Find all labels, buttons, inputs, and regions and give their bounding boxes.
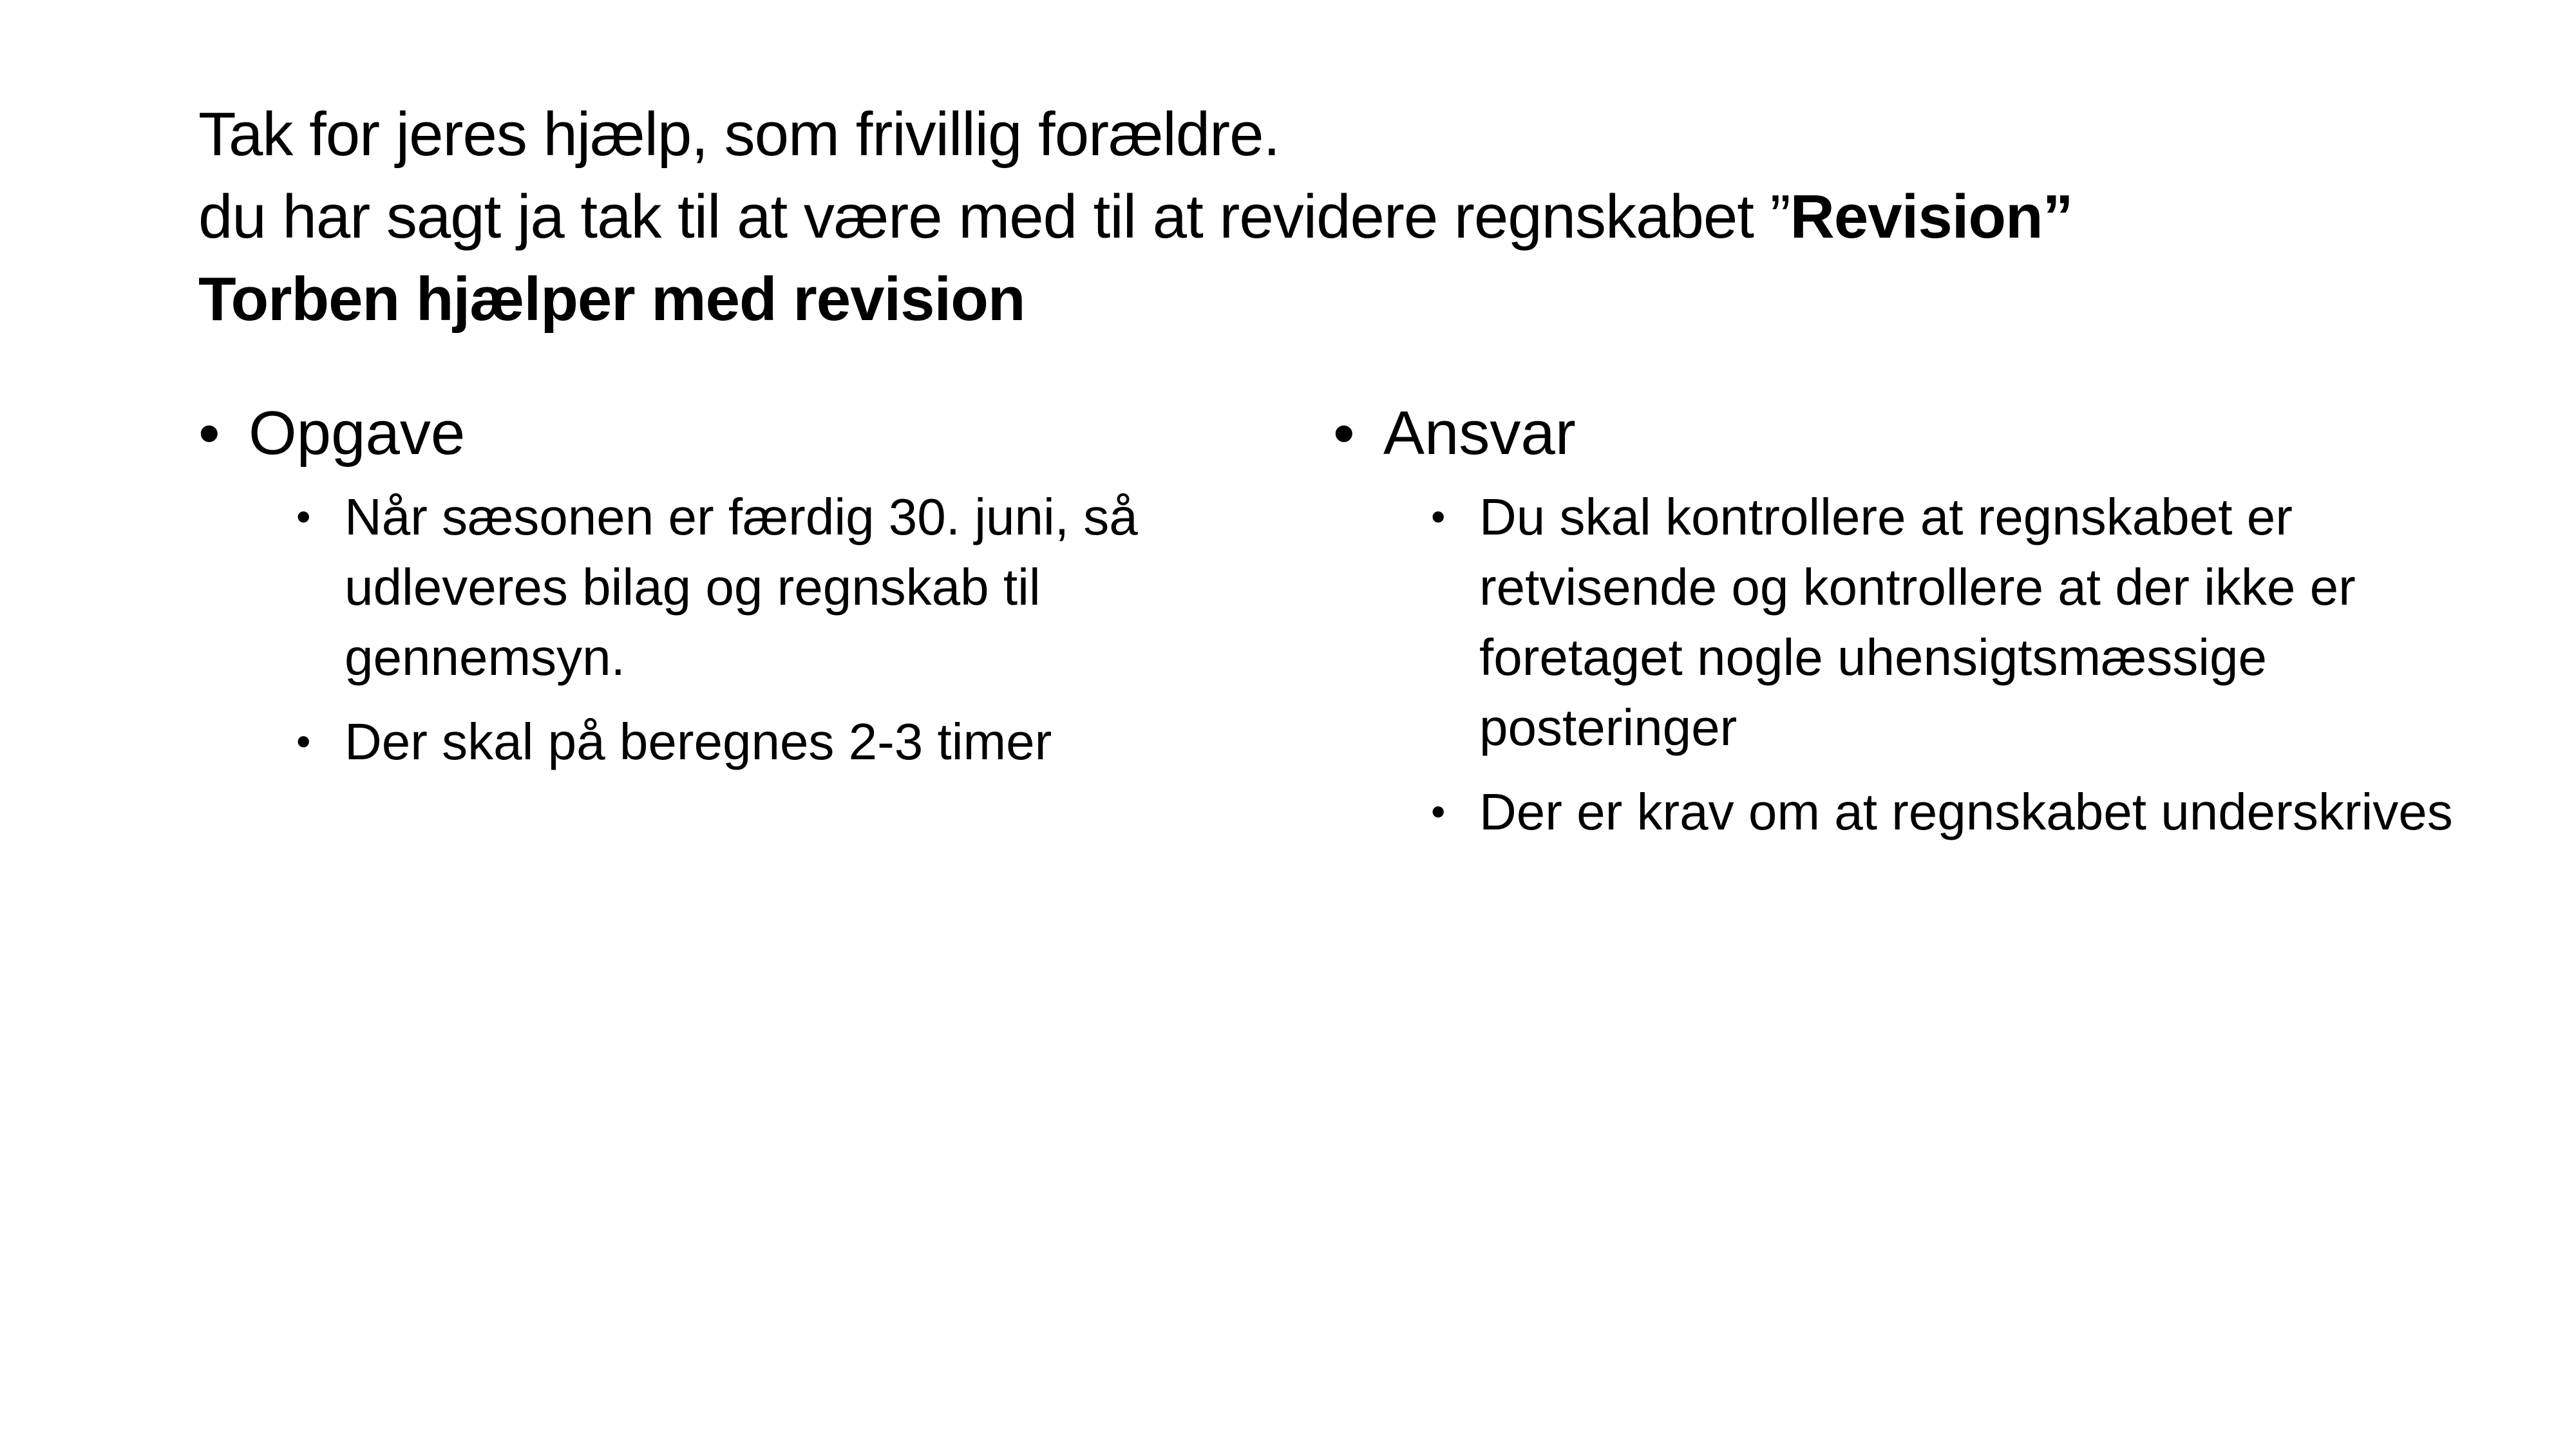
right-sub-item: [1333, 482, 2460, 762]
title-line-3-bold: Torben hjælper med revision: [198, 265, 1025, 334]
title-line-3: [198, 258, 2452, 341]
title-line-1: Tak for jeres hjælp, som frivillig forældre.: [198, 100, 1280, 169]
bullet-icon: •: [296, 493, 311, 540]
left-sub-item-text: Der skal på beregnes 2-3 timer: [345, 713, 1052, 770]
title-line-2-text: du har sagt ja tak til at være med til at revidere regnskabet ”: [198, 182, 1790, 251]
title-line-2: [198, 176, 2452, 258]
left-sub-item-text: Når sæsonen er færdig 30. juni, så udleveres bilag og regnskab til gennemsyn.: [345, 488, 1138, 686]
bullet-icon: •: [1431, 493, 1446, 540]
right-sub-list: [1333, 482, 2460, 847]
right-sub-item: [1333, 777, 2460, 847]
left-sub-item: [198, 706, 1242, 777]
right-heading-item: [1333, 392, 2460, 475]
right-heading: Ansvar: [1383, 399, 1576, 468]
right-sub-item-text: Der er krav om at regnskabet underskrives: [1479, 783, 2453, 840]
left-sub-list: [198, 482, 1242, 777]
slide-title: [198, 93, 2452, 341]
bullet-icon: •: [1431, 788, 1446, 835]
bullet-icon: •: [1333, 399, 1355, 468]
bullet-icon: •: [296, 718, 311, 764]
title-line-2-bold: Revision”: [1790, 182, 2073, 251]
left-heading-item: [198, 392, 1242, 475]
left-heading: Opgave: [249, 399, 466, 468]
left-column: [198, 392, 1242, 791]
left-sub-item: [198, 482, 1242, 692]
bullet-icon: •: [198, 399, 220, 468]
right-sub-item-text: Du skal kontrollere at regnskabet er retvisende og kontrollere at der ikke er foretaget nogle uhensigtsmæssige posteringer: [1479, 488, 2356, 756]
right-column: [1333, 392, 2460, 861]
